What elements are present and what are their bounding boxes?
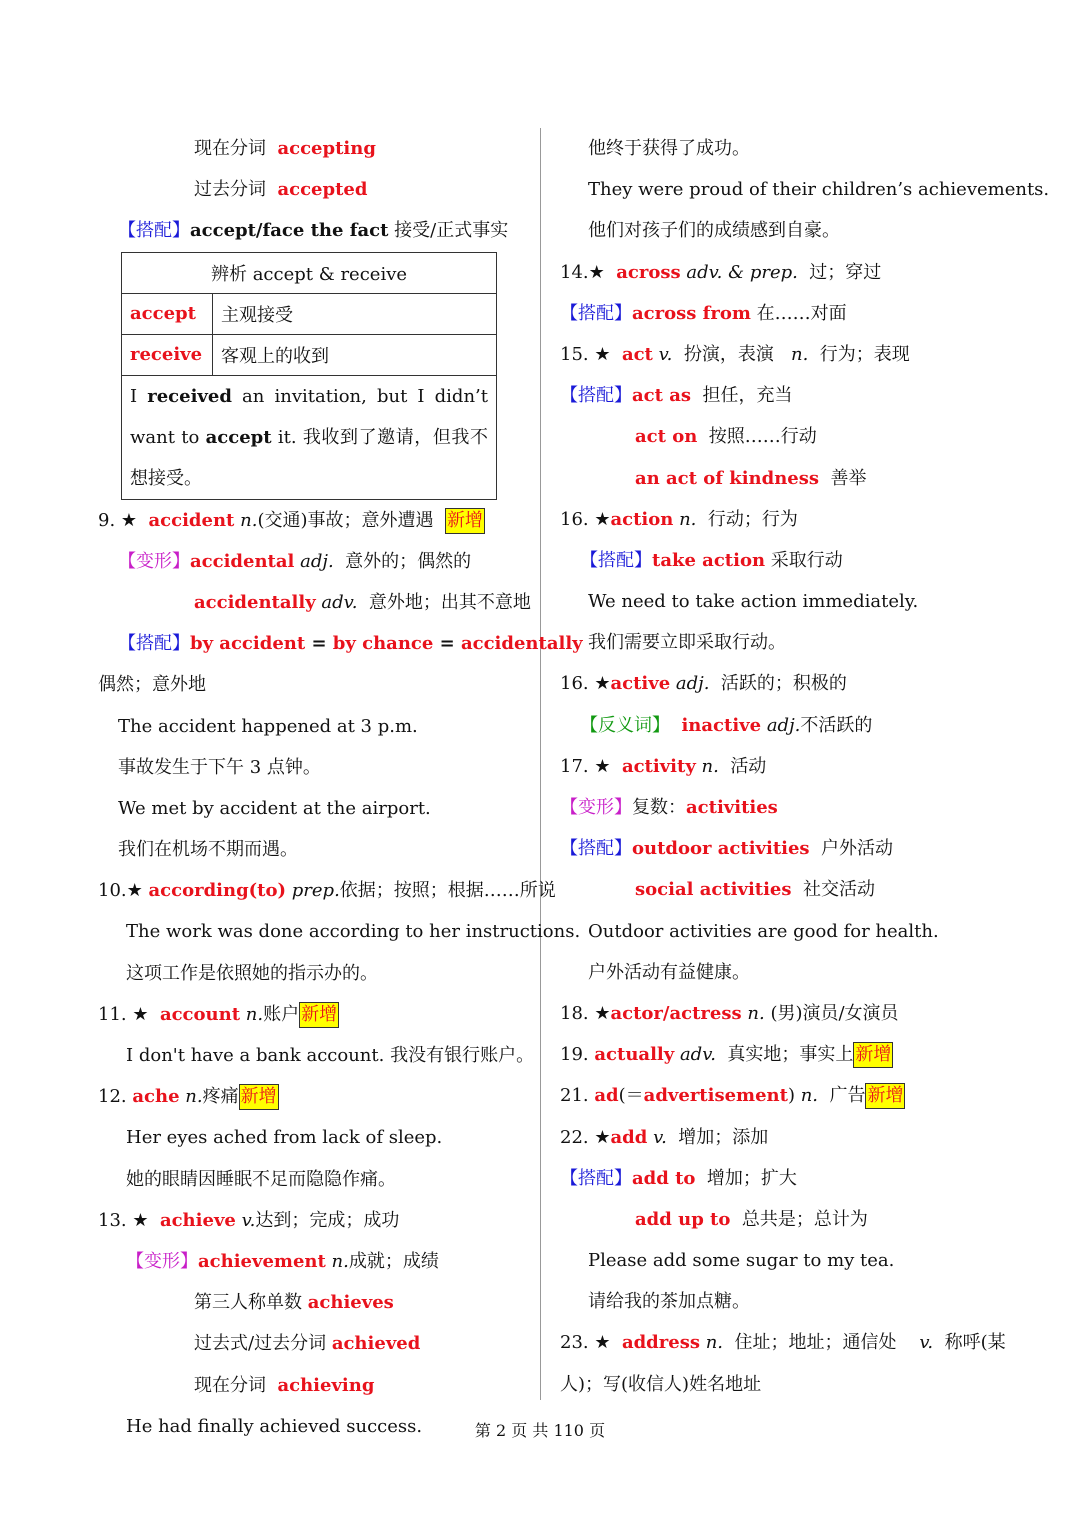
achieve-past-form: 过去式/过去分词 achieved bbox=[194, 1333, 421, 1355]
activity-collocation: 【搭配】outdoor activities 户外活动 bbox=[560, 838, 894, 860]
act-collocation: an act of kindness 善举 bbox=[635, 467, 867, 489]
example-translation: 他终于获得了成功。 bbox=[588, 138, 750, 159]
table-row bbox=[122, 375, 497, 499]
example-sentence: The accident happened at 3 p.m. bbox=[118, 715, 418, 737]
entry-ache: 12. ache n.疼痛 新增 bbox=[98, 1076, 528, 1117]
accident-collocation-meaning: 偶然；意外地 bbox=[98, 674, 206, 696]
example-sentence: They were proud of their children’s achievements. bbox=[588, 179, 1050, 201]
right-column bbox=[560, 128, 1050, 1405]
example-sentence: Please add some sugar to my tea. bbox=[588, 1250, 895, 1272]
accident-collocation: 【搭配】by accident = by chance = accidentally bbox=[118, 633, 583, 655]
column-divider bbox=[540, 128, 541, 1400]
accept-collocation: 【搭配】accept/face the fact 接受/正式事实 bbox=[118, 220, 509, 242]
entry-according: 10.★ according(to) prep.依据；按照；根据……所说 bbox=[98, 880, 556, 902]
achieve-variant: 【变形】achievement n.成就；成绩 bbox=[126, 1250, 439, 1272]
comparison-table bbox=[121, 252, 497, 500]
entry-action: 16. ★action n. 行动；行为 bbox=[560, 508, 798, 530]
entry-across: 14.★ across adv. & prep. 过；穿过 bbox=[560, 261, 882, 283]
example-sentence: Outdoor activities are good for health. bbox=[588, 920, 939, 942]
example-sentence: We met by accident at the airport. bbox=[118, 797, 431, 819]
add-collocation: 【搭配】add to 增加；扩大 bbox=[560, 1167, 797, 1189]
act-collocation: act on 按照……行动 bbox=[635, 426, 817, 448]
example-translation: 她的眼睛因睡眠不足而隐隐作痛。 bbox=[126, 1168, 396, 1190]
example-sentence: I don't have a bank account. 我没有银行账户。 bbox=[126, 1045, 535, 1066]
new-badge: 新增 bbox=[239, 1084, 279, 1110]
example-translation: 他们对孩子们的成绩感到自豪。 bbox=[588, 220, 840, 242]
example-translation: 这项工作是依照她的指示办的。 bbox=[126, 962, 378, 984]
entry-address: 23. ★ address n. 住址；地址；通信处 v. 称呼(某 bbox=[560, 1332, 1006, 1354]
comparison-example: I received an invitation, but I didn’t want to accept it. 我收到了邀请，但我不想接受。 bbox=[122, 375, 497, 499]
table-row: receive 客观上的收到 bbox=[122, 334, 497, 375]
example-translation: 我们在机场不期而遇。 bbox=[118, 839, 298, 861]
entry-account: 11. ★ account n.账户 新增 bbox=[98, 994, 528, 1035]
across-collocation: 【搭配】across from 在……对面 bbox=[560, 302, 847, 324]
entry-actually: 19. actually adv. 真实地；事实上 新增 bbox=[560, 1034, 1000, 1075]
accept-past-participle: 过去分词 accepted bbox=[194, 179, 368, 201]
entry-achieve: 13. ★ achieve v.达到；完成；成功 bbox=[98, 1209, 400, 1231]
example-sentence: He had finally achieved success. bbox=[126, 1415, 423, 1437]
example-sentence: We need to take action immediately. bbox=[588, 591, 919, 613]
accident-variant: 【变形】accidental adj. 意外的；偶然的 bbox=[118, 550, 472, 572]
address-continuation: 人)；写(收信人)姓名地址 bbox=[560, 1373, 762, 1395]
table-row: accept 主观接受 bbox=[122, 293, 497, 334]
new-badge: 新增 bbox=[445, 508, 485, 534]
add-collocation: add up to 总共是；总计为 bbox=[635, 1208, 868, 1230]
page-footer: 第 2 页 共 110 页 bbox=[474, 1421, 606, 1440]
entry-ad: 21. ad(＝advertisement) n. 广告 新增 bbox=[560, 1075, 1000, 1116]
example-sentence: Her eyes ached from lack of sleep. bbox=[126, 1127, 443, 1149]
act-collocation: 【搭配】act as 担任，充当 bbox=[560, 385, 793, 407]
action-collocation: 【搭配】take action 采取行动 bbox=[580, 549, 843, 571]
accept-present-participle: 现在分词 accepting bbox=[194, 138, 376, 159]
accident-variant-adverb: accidentally adv. 意外地；出其不意地 bbox=[194, 591, 531, 613]
entry-activity: 17. ★ activity n. 活动 bbox=[560, 755, 767, 777]
activity-collocation: social activities 社交活动 bbox=[635, 879, 875, 901]
example-sentence: The work was done according to her instructions. bbox=[126, 921, 581, 943]
comparison-table-header: 辨析 accept & receive bbox=[122, 252, 497, 293]
entry-actor: 18. ★actor/actress n. (男)演员/女演员 bbox=[560, 1002, 899, 1024]
example-translation: 户外活动有益健康。 bbox=[588, 961, 750, 983]
example-translation: 事故发生于下午 3 点钟。 bbox=[118, 756, 321, 778]
activity-variant: 【变形】复数：activities bbox=[560, 797, 778, 818]
entry-active: 16. ★active adj. 活跃的；积极的 bbox=[560, 673, 847, 695]
example-translation: 请给我的茶加点糖。 bbox=[588, 1291, 750, 1313]
achieve-third-person: 第三人称单数 achieves bbox=[194, 1292, 394, 1314]
new-badge: 新增 bbox=[853, 1042, 893, 1068]
new-badge: 新增 bbox=[299, 1002, 339, 1028]
active-antonym: 【反义词】 inactive adj.不活跃的 bbox=[580, 714, 873, 736]
entry-act: 15. ★ act v. 扮演，表演 n. 行为；表现 bbox=[560, 343, 910, 365]
entry-add: 22. ★add v. 增加；添加 bbox=[560, 1126, 769, 1148]
example-translation: 我们需要立即采取行动。 bbox=[588, 632, 786, 654]
achieve-present-participle: 现在分词 achieving bbox=[194, 1374, 375, 1396]
entry-accident: 9. ★ accident n.(交通)事故；意外遭遇 新增 bbox=[98, 500, 528, 541]
new-badge: 新增 bbox=[865, 1083, 905, 1109]
